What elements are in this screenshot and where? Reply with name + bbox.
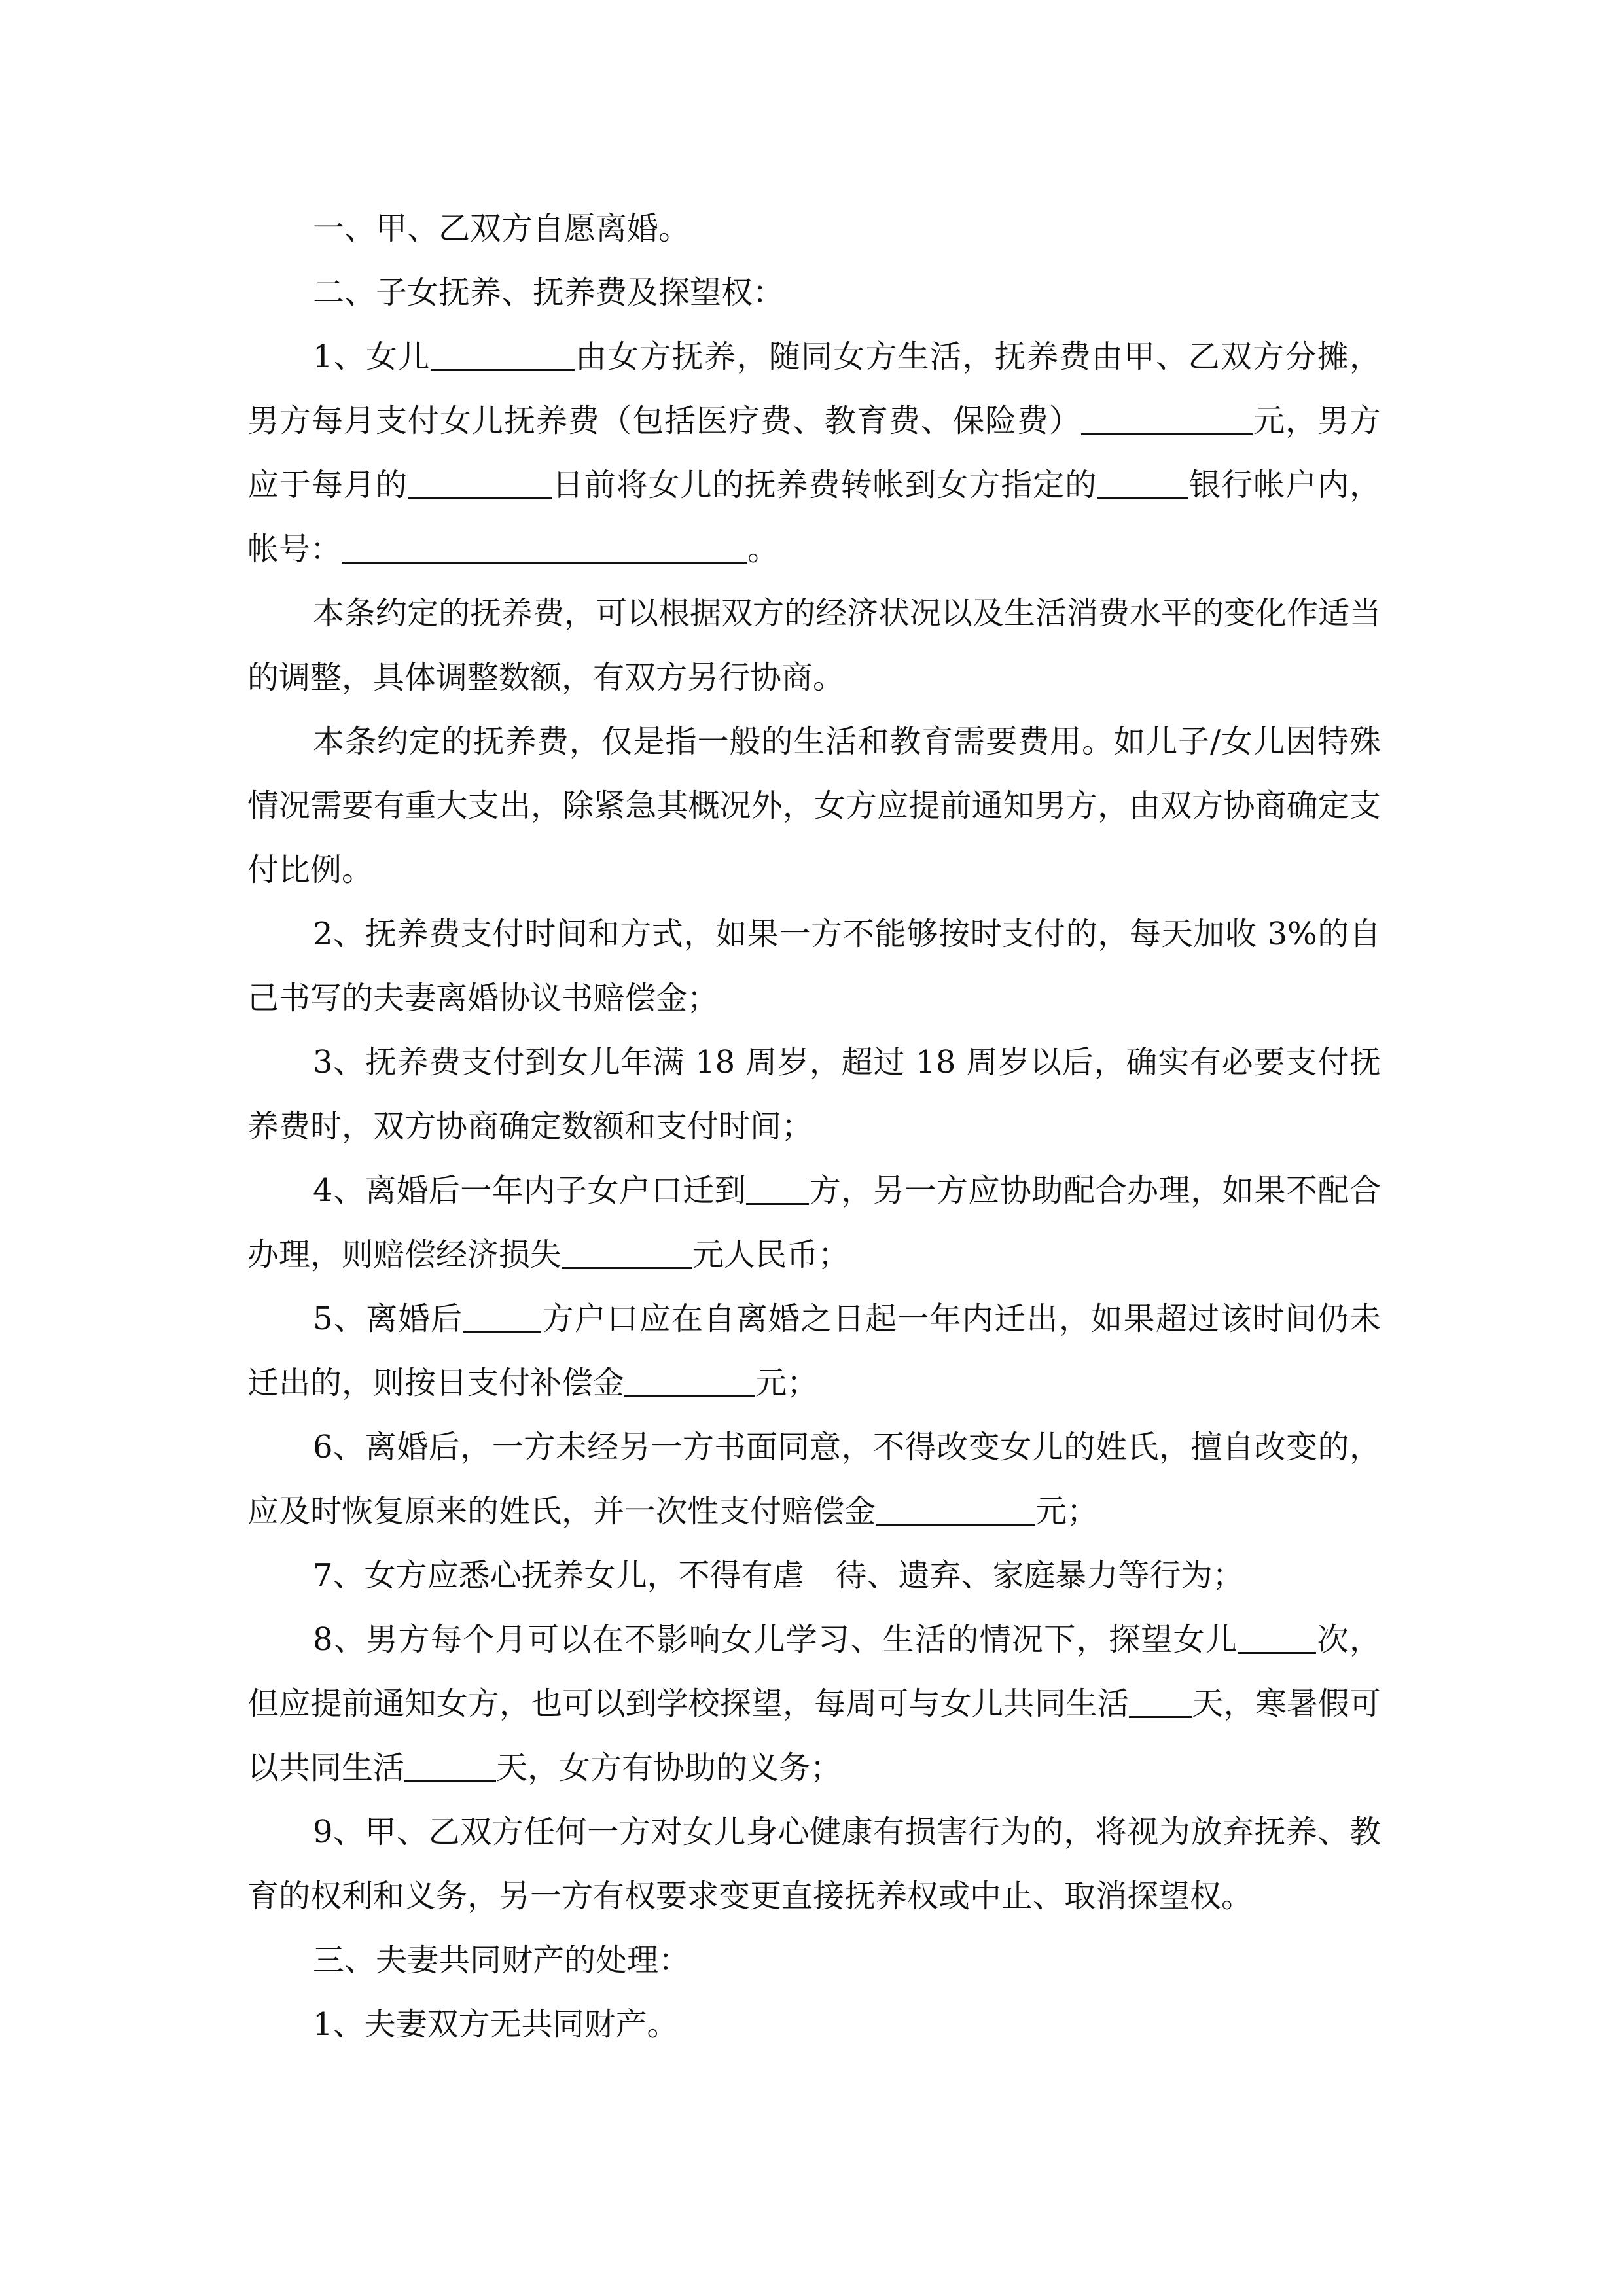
bank-name-blank[interactable]	[1097, 469, 1188, 499]
clause-2-8: 8、男方每个月可以在不影响女儿学习、生活的情况下，探望女儿 次，但应提前通知女方，也可以到学校探望，每周可与女儿共同生活 天，寒暑假可以共同生活 天，女方有协助的义务；	[247, 1621, 1381, 1786]
clause-2-5: 5、离婚后 方户口应在自离婚之日起一年内迁出，如果超过该时间仍未迁出的，则按日支付补偿金 元；	[247, 1300, 1381, 1401]
daughter-name-blank[interactable]	[431, 340, 575, 371]
clause-2-6: 6、离婚后，一方未经另一方书面同意，不得改变女儿的姓氏，擅自改变的，应及时恢复原来的姓氏，并一次性支付赔偿金 元；	[247, 1429, 1381, 1530]
clause-2-3: 3、抚养费支付到女儿年满 18 周岁，超过 18 周岁以后，确实有必要支付抚养费时，双方协商确定数额和支付时间；	[247, 1044, 1381, 1145]
monthly-support-amount-blank[interactable]	[1081, 404, 1253, 435]
surname-compensation-blank[interactable]	[876, 1495, 1035, 1526]
section-1-heading: 一、甲、乙双方自愿离婚。	[313, 210, 690, 247]
compensation-amount-blank[interactable]	[562, 1238, 692, 1269]
relocating-party-blank[interactable]	[463, 1302, 541, 1333]
clause-2-2: 2、抚养费支付时间和方式，如果一方不能够按时支付的，每天加收 3%的自己书写的夫妻离婚协议书赔偿金；	[247, 916, 1381, 1016]
clause-2-4: 4、离婚后一年内子女户口迁到 方，另一方应协助配合办理，如果不配合办理，则赔偿经济损失 元人民币；	[247, 1172, 1381, 1273]
clause-2-1: 1、女儿 由女方抚养，随同女方生活，抚养费由甲、乙双方分摊，男方每月支付女儿抚养费（包括医疗费、教育费、保险费） 元，男方应于每月的 日前将女儿的抚养费转帐到女方指定的 银行帐户内，帐号： 。	[247, 338, 1381, 567]
visit-count-blank[interactable]	[1238, 1623, 1316, 1654]
clause-support-scope: 本条约定的抚养费，仅是指一般的生活和教育需要费用。如儿子/女儿因特殊情况需要有重大支出，除紧急其概况外，女方应提前通知男方，由双方协商确定支付比例。	[247, 723, 1381, 888]
clause-2-9: 9、甲、乙双方任何一方对女儿身心健康有损害行为的，将视为放弃抚养、教育的权利和义务，另一方有权要求变更直接抚养权或中止、取消探望权。	[247, 1814, 1381, 1914]
holiday-days-blank[interactable]	[404, 1751, 496, 1782]
payment-day-blank[interactable]	[408, 469, 552, 499]
clause-support-adjustment: 本条约定的抚养费，可以根据双方的经济状况以及生活消费水平的变化作适当的调整，具体调整数额，有双方另行协商。	[247, 595, 1382, 696]
clause-2-7: 7、女方应悉心抚养女儿，不得有虐 待、遗弃、家庭暴力等行为；	[313, 1557, 1244, 1594]
daily-compensation-blank[interactable]	[624, 1367, 755, 1397]
weekly-days-blank[interactable]	[1129, 1687, 1192, 1718]
household-transfer-party-blank[interactable]	[746, 1174, 809, 1205]
section-2-heading: 二、子女抚养、抚养费及探望权：	[313, 274, 785, 311]
clause-3-1: 1、夫妻双方无共同财产。	[313, 2006, 679, 2043]
section-3-heading: 三、夫妻共同财产的处理：	[313, 1942, 690, 1979]
account-number-blank[interactable]	[342, 533, 747, 564]
document-page	[247, 196, 1381, 2056]
